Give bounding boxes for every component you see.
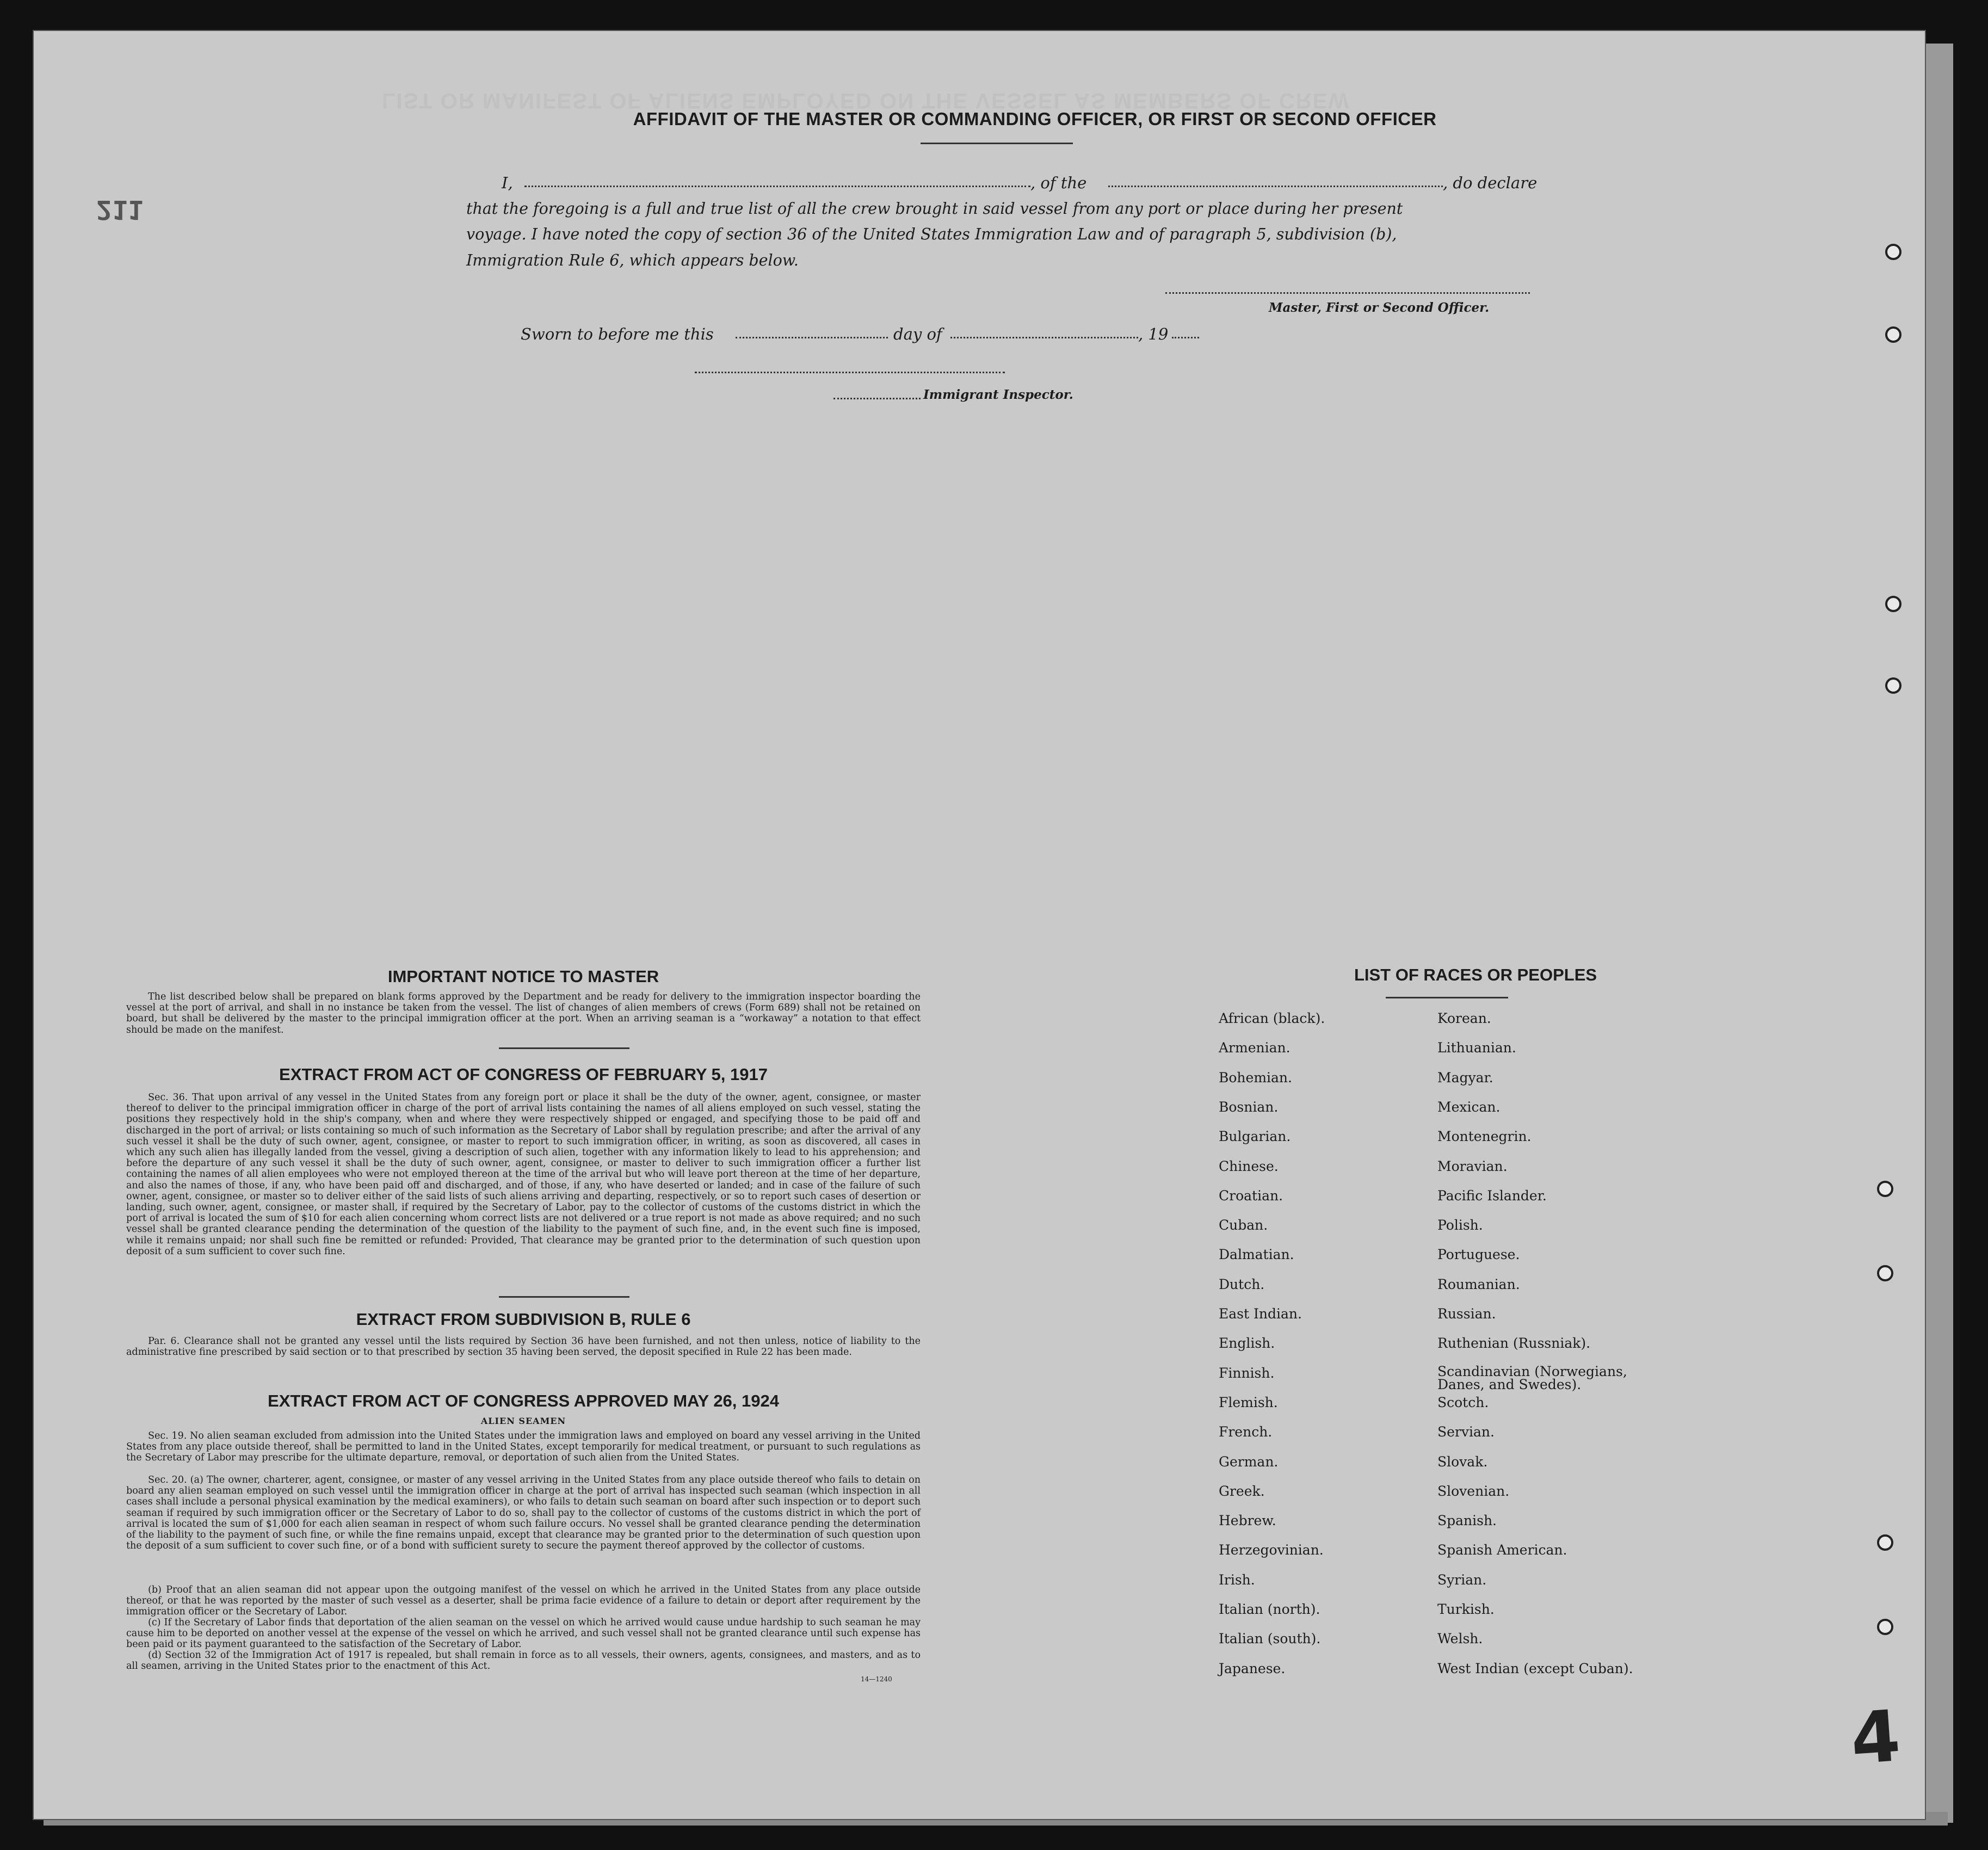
extract-1924-subtitle: ALIEN SEAMEN	[480, 1416, 566, 1426]
race-item: Montenegrin.	[1437, 1128, 1532, 1145]
binder-hole	[1877, 1181, 1893, 1197]
race-item: Pacific Islander.	[1437, 1187, 1547, 1204]
affidavit-line4: Immigration Rule 6, which appears below.	[466, 251, 799, 269]
vessel-name-line[interactable]	[1108, 186, 1443, 187]
binder-hole	[1885, 244, 1901, 260]
sworn-end: , 19	[1138, 325, 1169, 343]
binder-hole	[1885, 596, 1901, 612]
race-item: English.	[1219, 1335, 1275, 1352]
race-item: Dutch.	[1219, 1276, 1265, 1292]
race-item: Cuban.	[1219, 1217, 1268, 1234]
race-item: German.	[1219, 1453, 1279, 1470]
race-item: Spanish.	[1437, 1513, 1497, 1529]
race-item: Italian (north).	[1219, 1601, 1320, 1617]
subdivision-title: EXTRACT FROM SUBDIVISION B, RULE 6	[356, 1310, 691, 1329]
master-signature-label: Master, First or Second Officer.	[1269, 300, 1490, 315]
race-item: Finnish.	[1219, 1365, 1275, 1381]
binder-hole	[1885, 677, 1901, 694]
sworn-year-line[interactable]	[1172, 337, 1199, 338]
sworn-prefix: Sworn to before me this	[521, 325, 714, 343]
race-item: Polish.	[1437, 1217, 1483, 1234]
inspector-signature-line[interactable]	[695, 372, 1005, 373]
race-item: Welsh.	[1437, 1631, 1483, 1647]
stamp-number: 211	[96, 194, 144, 225]
race-item: Russian.	[1437, 1306, 1496, 1322]
binder-hole	[1877, 1265, 1893, 1281]
race-item: Magyar.	[1437, 1069, 1493, 1086]
race-item: Portuguese.	[1437, 1247, 1520, 1263]
right-page-edge	[1926, 44, 1953, 1823]
ghost-show-through-text: LIST OR MANIFEST OF ALIENS EMPLOYED ON THE VESSEL AS MEMBERS OF CREW	[382, 89, 1350, 113]
sworn-mid: day of	[893, 325, 942, 343]
race-item: Greek.	[1219, 1483, 1265, 1499]
sworn-day-line[interactable]	[736, 337, 888, 338]
race-item: Irish.	[1219, 1571, 1255, 1588]
extract-1917-body: Sec. 36. That upon arrival of any vessel in the United States from any foreign port or place it shall be the duty of the owner, agent, consignee, or master thereof to deliver to the principal immigration officer in charge of the port of arrival lists containing the names of all aliens employed on such vessel, stating the positions they respectively hold in the ship's company, when and where they were respectively shipped or engaged, and specifying those to be paid off and discharged in the port of arrival; or lists containing so much of such information as the Secretary of Labor shall by regulation prescribe; and after the arrival of any such vessel it shall be the duty of such owner, agent, consignee, or master to report to such immigration officer, in writing, as soon as discovered, all cases in which any such alien has illegally landed from the vessel, giving a description of such alien, together with any information likely to lead to his apprehension; and before the departure of any such vessel it shall be the duty of such owner, agent, consignee, or master to deliver to such immigration officer a further list containing the names of all alien employees who were not employed thereon at the time of the arrival but who will leave port thereon at the time of her departure, and also the names of those, if any, who have been paid off and discharged, and of those, if any, who have deserted or landed; and in case of the failure of such owner, agent, consignee, or master so to deliver either of the said lists of such aliens arriving and departing, respectively, or so to report such cases of desertion or landing, such owner, agent, consignee, or master shall, if required by the Secretary of Labor, pay to the collector of customs of the customs district in which the port of arrival is located the sum of $10 for each alien concerning whom correct lists are not delivered or a true report is not made as above required; and no such vessel shall be granted clearance pending the determination of the question of the liability to the payment of such fine, and, in the event such fine is imposed, while it remains unpaid; nor shall such fine be remitted or refunded: Provided, That clearance may be granted prior to the determination of such question upon deposit of a sum sufficient to cover such fine.	[126, 1092, 921, 1257]
affidavit-title-rule	[921, 143, 1073, 144]
race-item: Roumanian.	[1437, 1276, 1520, 1292]
affidavit-line1-mid: , of the	[1030, 174, 1087, 192]
extract-1917-title: EXTRACT FROM ACT OF CONGRESS OF FEBRUARY 5, 1917	[279, 1065, 768, 1084]
race-item: Bosnian.	[1219, 1099, 1279, 1115]
race-item: Bulgarian.	[1219, 1128, 1291, 1145]
binder-hole	[1885, 326, 1901, 343]
race-item: Slovak.	[1437, 1453, 1488, 1470]
race-item: African (black).	[1219, 1010, 1325, 1026]
races-title: LIST OF RACES OR PEOPLES	[1354, 965, 1597, 984]
race-item: Chinese.	[1219, 1158, 1279, 1174]
notice-title: IMPORTANT NOTICE TO MASTER	[387, 967, 659, 986]
notice-rule	[499, 1047, 629, 1049]
race-item: Korean.	[1437, 1010, 1491, 1026]
affidavit-title: AFFIDAVIT OF THE MASTER OR COMMANDING OFFICER, OR FIRST OR SECOND OFFICER	[633, 109, 1437, 129]
race-item: Spanish American.	[1437, 1542, 1567, 1558]
race-item: Japanese.	[1219, 1660, 1286, 1676]
extract-1924-sec20b: (b) Proof that an alien seaman did not appear upon the outgoing manifest of the vessel on which he arrived in the United States from any place outside thereof, or that he was reported by the master of such vessel as a deserter, shall be prima facie evidence of a failure to detain or deport after requirement by the immigration officer or the Secretary of Labor.	[126, 1584, 921, 1618]
binder-hole	[1877, 1534, 1893, 1551]
extract-1924-sec20c: (c) If the Secretary of Labor finds that deportation of the alien seaman on the vessel on which he arrived would cause undue hardship to such seaman he may cause him to be deported on another vessel at the expense of the vessel on which he arrived, and such vessel shall not be granted clearance until such expense has been paid or its payment guaranteed to the satisfaction of the Secretary of Labor.	[126, 1617, 921, 1650]
race-item: Scandinavian (Norwegians, Danes, and Swedes).	[1437, 1363, 1627, 1392]
notice-body: The list described below shall be prepared on blank forms approved by the Department and be ready for delivery to the immigration inspector boarding the vessel at the port of arrival, and shall in no instance be taken from the vessel. The list of changes of alien members of crews (Form 689) shall not be retained on board, but shall be delivered by the master to the principal immigration officer at the port. When an arriving seaman is a “workaway” a notation to that effect should be made on the manifest.	[126, 991, 921, 1035]
race-item: Lithuanian.	[1437, 1040, 1516, 1056]
extract-1924-title: EXTRACT FROM ACT OF CONGRESS APPROVED MAY 26, 1924	[268, 1391, 779, 1410]
extract-1917-rule	[499, 1296, 629, 1298]
race-item: Turkish.	[1437, 1601, 1495, 1617]
races-title-rule	[1386, 997, 1508, 998]
document-sheet	[33, 30, 1926, 1820]
race-item: Bohemian.	[1219, 1069, 1292, 1086]
affidavit-line1-end: , do declare	[1443, 174, 1538, 192]
race-item: Flemish.	[1219, 1394, 1278, 1410]
subdivision-body: Par. 6. Clearance shall not be granted any vessel until the lists required by Section 36 have been furnished, and not then unless, notice of liability to the administrative fine prescribed by said section or to that prescribed by section 35 having been served, the deposit specified in Rule 22 has been made.	[126, 1336, 921, 1358]
inspector-title-line	[834, 398, 921, 399]
race-item: Servian.	[1437, 1424, 1495, 1440]
race-item: Slovenian.	[1437, 1483, 1510, 1499]
race-item: Syrian.	[1437, 1571, 1487, 1588]
race-item: Hebrew.	[1219, 1513, 1276, 1529]
race-item: Dalmatian.	[1219, 1247, 1294, 1263]
affidavit-line3: voyage. I have noted the copy of section 36 of the United States Immigration Law and of paragraph 5, subdivision (b),	[466, 225, 1397, 243]
race-item: Italian (south).	[1219, 1631, 1321, 1647]
race-item: East Indian.	[1219, 1306, 1302, 1322]
affidavit-line1-prefix: I,	[502, 174, 513, 192]
inspector-label: Immigrant Inspector.	[923, 387, 1073, 402]
race-item: Mexican.	[1437, 1099, 1501, 1115]
master-signature-line[interactable]	[1165, 292, 1530, 294]
race-item: French.	[1219, 1424, 1273, 1440]
affidavit-line2: that the foregoing is a full and true list of all the crew brought in said vessel from any port or place during her present	[466, 200, 1403, 218]
extract-1924-sec20d: (d) Section 32 of the Immigration Act of 1917 is repealed, but shall remain in force as to all vessels, their owners, agents, consignees, and masters, and as to all seamen, arriving in the United States prior to the enactment of this Act.	[126, 1650, 921, 1672]
race-item: West Indian (except Cuban).	[1437, 1660, 1633, 1676]
form-number: 14—1240	[861, 1675, 892, 1683]
handwritten-corner-mark: 4	[1848, 1694, 1903, 1780]
extract-1924-sec20a: Sec. 20. (a) The owner, charterer, agent, consignee, or master of any vessel arriving in the United States from any place outside thereof who fails to detain on board any alien seaman employed on such vessel until the immigration officer in charge at the port of arrival has inspected such seaman (which inspection in all cases shall include a personal physical examination by the medical examiners), or who fails to detain such seaman on board after such inspection or to deport such seaman if required by such immigration officer or the Secretary of Labor to do so, shall pay to the collector of customs of the customs district in which the port of arrival is located the sum of $1,000 for each alien seaman in respect of whom such failure occurs. No vessel shall be granted clearance pending the determination of the liability to the payment of such fine, or while the fine remains unpaid, except that clearance may be granted prior to the determination of such question upon the deposit of a sum sufficient to cover such fine, or of a bond with sufficient surety to secure the payment thereof approved by the collector of customs.	[126, 1475, 921, 1552]
binder-hole	[1877, 1619, 1893, 1635]
race-item: Ruthenian (Russniak).	[1437, 1335, 1591, 1352]
race-item: Scotch.	[1437, 1394, 1489, 1410]
extract-1924-sec19: Sec. 19. No alien seaman excluded from admission into the United States under the immigration laws and employed on board any vessel arriving in the United States from any place outside thereof, shall be permitted to land in the United States, except temporarily for medical treatment, or pursuant to such regulations as the Secretary of Labor may prescribe for the ultimate departure, removal, or deportation of such alien from the United States.	[126, 1430, 921, 1464]
race-item: Armenian.	[1219, 1040, 1291, 1056]
declarant-name-line[interactable]	[524, 186, 1030, 187]
race-item: Moravian.	[1437, 1158, 1508, 1174]
race-item: Herzegovinian.	[1219, 1542, 1324, 1558]
sworn-month-line[interactable]	[950, 337, 1138, 338]
race-item: Croatian.	[1219, 1187, 1283, 1204]
